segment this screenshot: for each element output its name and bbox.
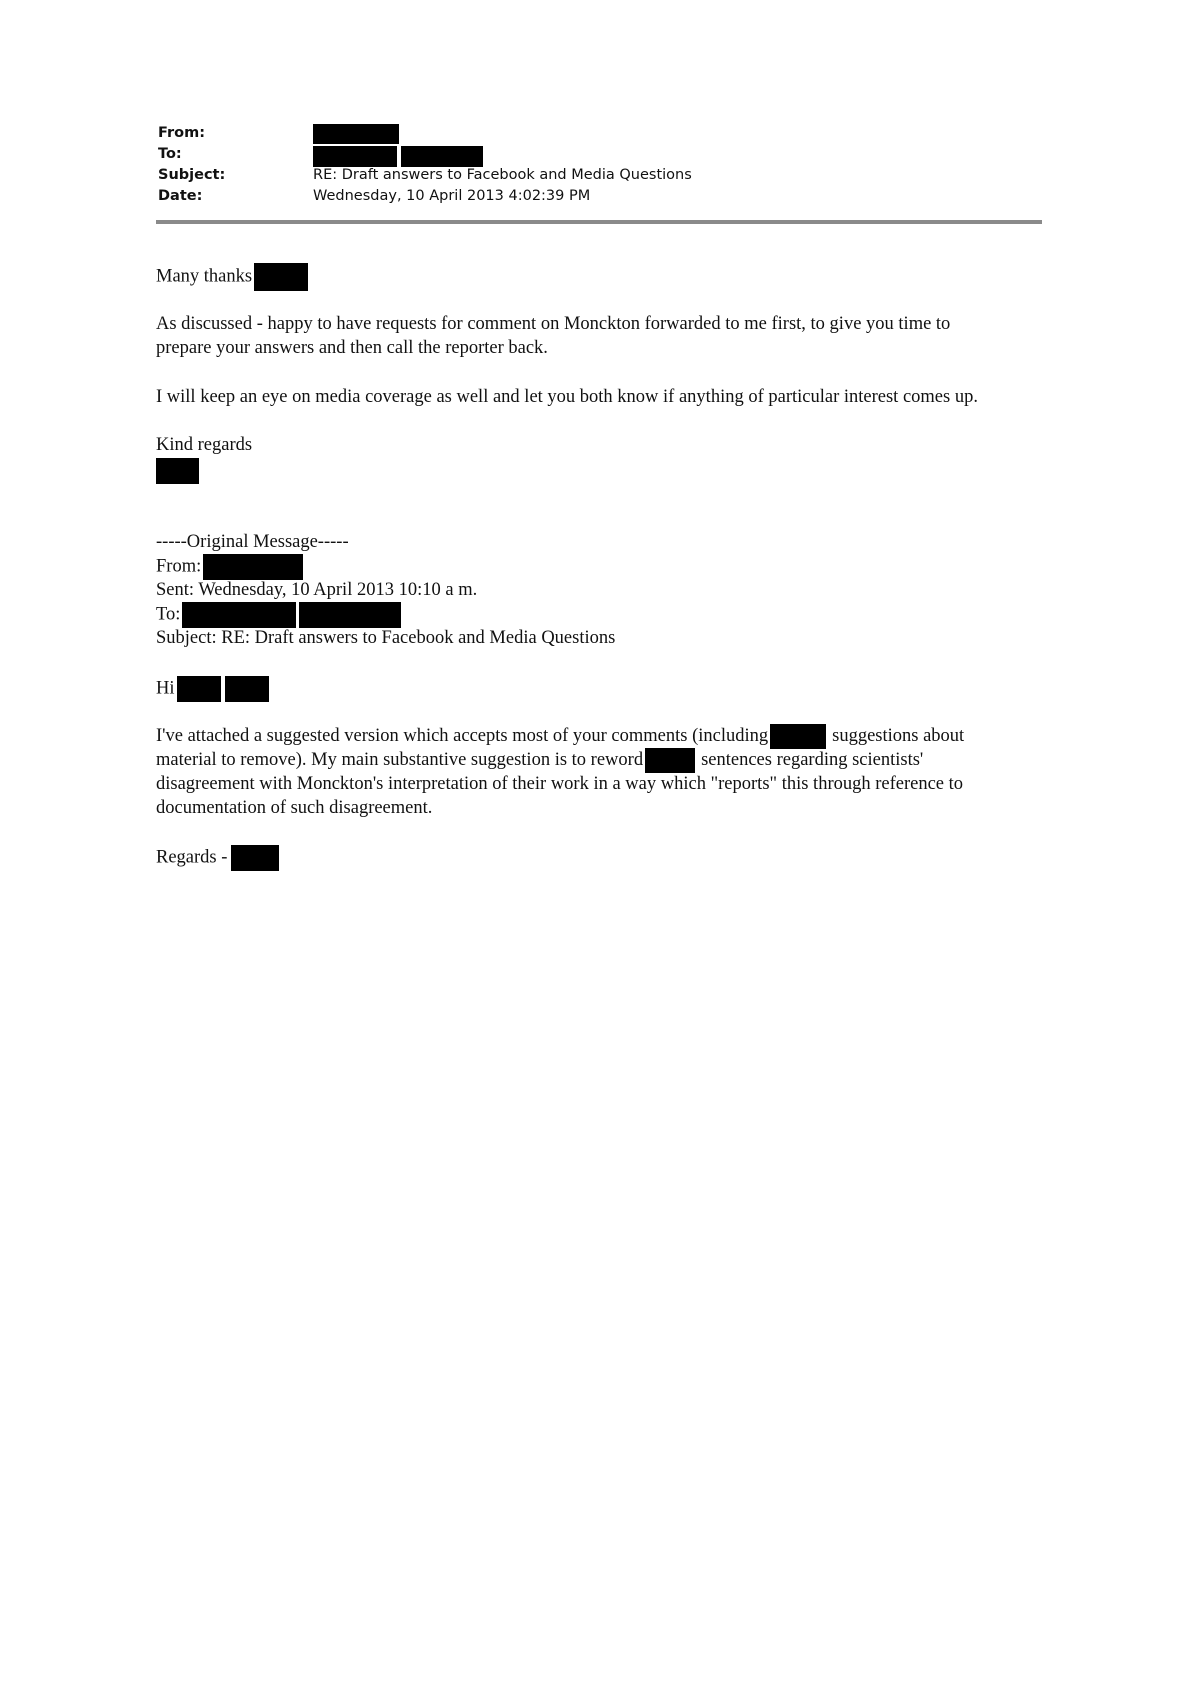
reply-para2: I will keep an eye on media coverage as well and let you both know if anything of particular interest comes up. [156,387,978,407]
subject-label: Subject: [158,167,226,183]
redaction-original-to-1 [182,602,296,628]
redaction-original-signature [231,845,279,871]
body-l2-b: sentences regarding scientists' [701,750,924,770]
redaction-greeting-1 [177,676,221,702]
redaction-to-2 [401,146,483,167]
redaction-body-2 [645,748,695,773]
original-sent: Sent: Wednesday, 10 April 2013 10:10 a m. [156,580,478,600]
original-divider: -----Original Message----- [156,532,349,552]
header-divider [156,220,1042,224]
reply-greeting-line [156,263,308,291]
redaction-from [313,124,399,144]
reply-para1-line2: prepare your answers and then call the reporter back. [156,338,548,358]
original-body-line2 [156,748,923,773]
body-l1-a: I've attached a suggested version which accepts most of your comments (including [156,726,769,746]
redaction-original-from [203,554,303,580]
original-to-line [156,602,401,628]
redaction-to-1 [313,146,397,167]
subject-value: RE: Draft answers to Facebook and Media Questions [313,167,692,183]
original-body-line4: documentation of such disagreement. [156,798,433,818]
redaction-greeting-2 [225,676,269,702]
original-body-line3: disagreement with Monckton's interpretation of their work in a way which "reports" this through reference to [156,774,964,794]
body-l2-a: material to remove). My main substantive suggestion is to reword [156,750,644,770]
redaction-original-to-2 [299,602,401,628]
date-label: Date: [158,188,203,204]
redaction-signature [156,458,199,484]
reply-greeting: Many thanks [156,266,253,287]
date-value: Wednesday, 10 April 2013 4:02:39 PM [313,188,591,204]
original-greeting: Hi [156,678,175,699]
original-body-line1 [156,724,964,749]
original-to-label: To: [156,604,181,625]
original-greeting-line [156,676,269,702]
reply-para1-line1: As discussed - happy to have requests for comment on Monckton forwarded to me first, to give you time to [156,314,951,334]
original-from-line [156,554,303,580]
original-subject: Subject: RE: Draft answers to Facebook and Media Questions [156,628,616,648]
original-from-label: From: [156,556,202,577]
original-signoff: Regards - [156,847,228,868]
redaction-body-1 [770,724,826,749]
redaction-name [254,263,308,291]
reply-signoff: Kind regards [156,435,253,455]
body-l1-b: suggestions about [832,726,965,746]
to-label: To: [158,146,182,162]
original-signoff-line [156,845,279,871]
from-label: From: [158,125,205,141]
